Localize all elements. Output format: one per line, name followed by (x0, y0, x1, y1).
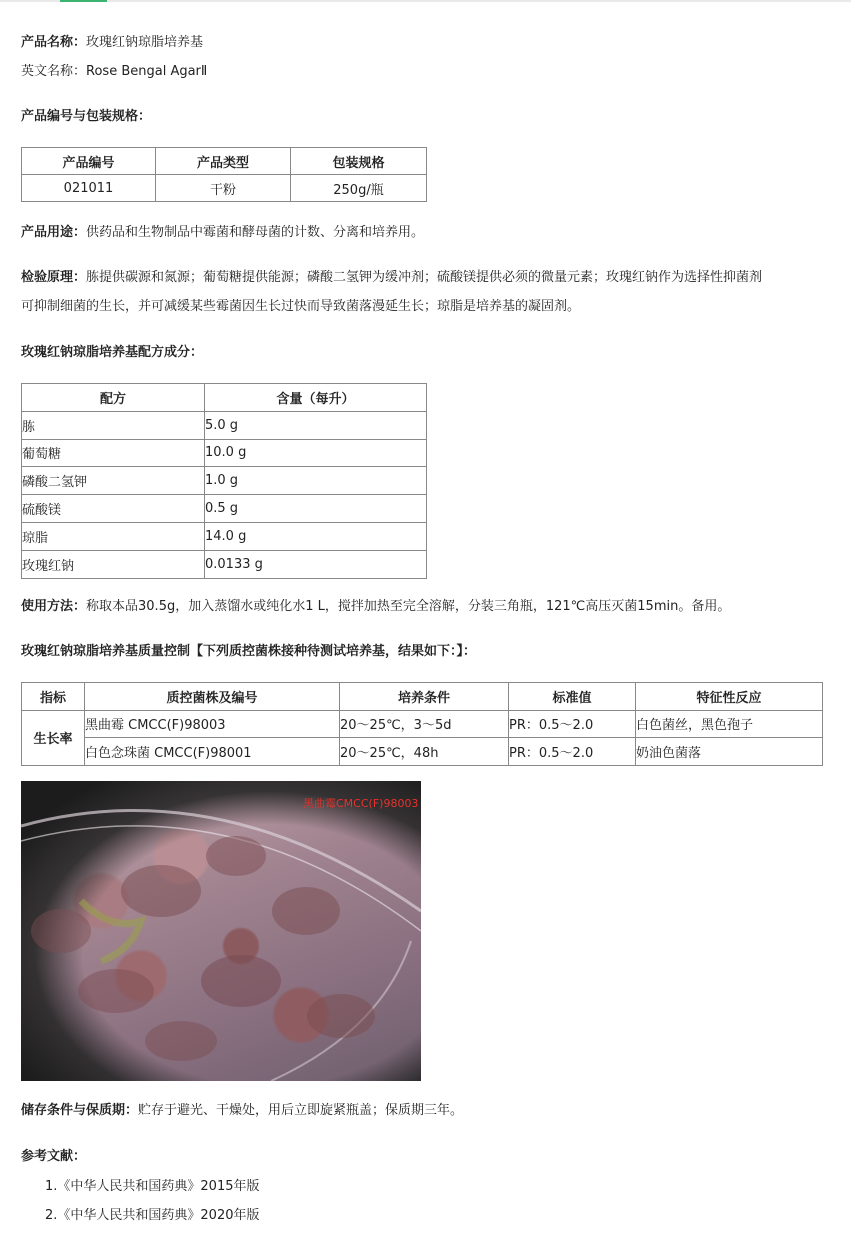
method-label: 使用方法： (21, 599, 87, 614)
principle-line-2: 可抑制细菌的生长，并可减缓某些霉菌因生长过快而导致菌落漫延生长；琼脂是培养基的凝固剂。 (21, 299, 581, 314)
table-row (22, 411, 427, 439)
cell-condition: 20～25℃，48h (340, 738, 509, 766)
table-row (22, 439, 427, 467)
list-item: 2.《中华人民共和国药典》2020年版 (45, 1208, 260, 1223)
cell-ingredient: 硫酸镁 (22, 495, 205, 523)
cell-amount: 1.0 g (205, 467, 427, 495)
cell-amount: 5.0 g (205, 411, 427, 439)
petri-dish-photo (21, 781, 421, 1081)
petri-dish-illustration (21, 781, 421, 1081)
usage-line (21, 224, 424, 242)
usage-text: 供药品和生物制品中霉菌和酵母菌的计数、分离和培养用。 (86, 225, 425, 240)
header-standard-value: 标准值 (509, 683, 636, 711)
cell-ingredient: 葡萄糖 (22, 439, 205, 467)
qc-table (21, 682, 823, 766)
table-row (22, 175, 427, 202)
header-product-type: 产品类型 (156, 148, 291, 175)
header-culture-condition: 培养条件 (340, 683, 509, 711)
formula-table (21, 383, 427, 579)
cell-strain: 白色念珠菌 CMCC(F)98001 (85, 738, 340, 766)
header-strain: 质控菌株及编号 (85, 683, 340, 711)
header-product-code: 产品编号 (22, 148, 156, 175)
cell-indicator: 生长率 (22, 710, 85, 765)
cell-product-type: 干粉 (156, 175, 291, 202)
cell-standard: PR：0.5～2.0 (509, 738, 636, 766)
table-header-row (22, 683, 823, 711)
references-heading: 参考文献： (21, 1149, 87, 1164)
storage-line (21, 1102, 463, 1120)
cell-amount: 0.0133 g (205, 550, 427, 578)
cell-ingredient: 玫瑰红钠 (22, 550, 205, 578)
cell-amount: 14.0 g (205, 522, 427, 550)
cell-amount: 0.5 g (205, 495, 427, 523)
table-row (22, 467, 427, 495)
cell-ingredient: 胨 (22, 411, 205, 439)
principle-text-1: 胨提供碳源和氮源；葡萄糖提供能源；磷酸二氢钾为缓冲剂；硫酸镁提供必须的微量元素；玫瑰红钠作为选择性抑菌剂 (86, 270, 763, 285)
cell-condition: 20～25℃，3～5d (340, 710, 509, 738)
header-indicator: 指标 (22, 683, 85, 711)
photo-caption: 黑曲霉CMCC(F)98003 (303, 797, 419, 810)
top-divider (0, 0, 851, 2)
cell-reaction: 白色菌丝，黑色孢子 (636, 710, 823, 738)
formula-heading: 玫瑰红钠琼脂培养基配方成分： (21, 345, 204, 360)
method-text: 称取本品30.5g，加入蒸馏水或纯化水1 L，搅拌加热至完全溶解，分装三角瓶，121℃高压灭菌15min。备用。 (86, 599, 731, 614)
principle-line-1 (21, 269, 762, 287)
table-row (22, 710, 823, 738)
header-characteristic: 特征性反应 (636, 683, 823, 711)
table-header-row (22, 384, 427, 412)
cell-ingredient: 磷酸二氢钾 (22, 467, 205, 495)
cell-reaction: 奶油色菌落 (636, 738, 823, 766)
method-line (21, 598, 730, 616)
cell-package-spec: 250g/瓶 (291, 175, 427, 202)
header-formula: 配方 (22, 384, 205, 412)
cell-ingredient: 琼脂 (22, 522, 205, 550)
storage-label: 储存条件与保质期： (21, 1103, 139, 1118)
cell-strain: 黑曲霉 CMCC(F)98003 (85, 710, 340, 738)
storage-text: 贮存于避光、干燥处，用后立即旋紧瓶盖；保质期三年。 (138, 1103, 464, 1118)
product-name-line (21, 34, 203, 52)
table-header-row (22, 148, 427, 175)
cell-standard: PR：0.5～2.0 (509, 710, 636, 738)
product-name-value: 玫瑰红钠琼脂培养基 (86, 35, 204, 50)
english-name-label: 英文名称： (21, 64, 87, 79)
list-item: 1.《中华人民共和国药典》2015年版 (45, 1179, 260, 1194)
qc-heading: 玫瑰红钠琼脂培养基质量控制【下列质控菌株接种待测试培养基，结果如下：】： (21, 644, 477, 659)
cell-amount: 10.0 g (205, 439, 427, 467)
table-row (22, 738, 823, 766)
header-package-spec: 包装规格 (291, 148, 427, 175)
english-name-line (21, 63, 207, 81)
table-row (22, 550, 427, 578)
package-table (21, 147, 427, 202)
product-name-label: 产品名称： (21, 35, 87, 50)
header-content: 含量（每升） (205, 384, 427, 412)
cell-product-code: 021011 (22, 175, 156, 202)
usage-label: 产品用途： (21, 225, 87, 240)
top-accent-bar (60, 0, 107, 2)
table-row (22, 495, 427, 523)
table-row (22, 522, 427, 550)
principle-label: 检验原理： (21, 270, 87, 285)
package-heading: 产品编号与包装规格： (21, 109, 152, 124)
english-name-value: Rose Bengal AgarⅡ (86, 64, 208, 79)
